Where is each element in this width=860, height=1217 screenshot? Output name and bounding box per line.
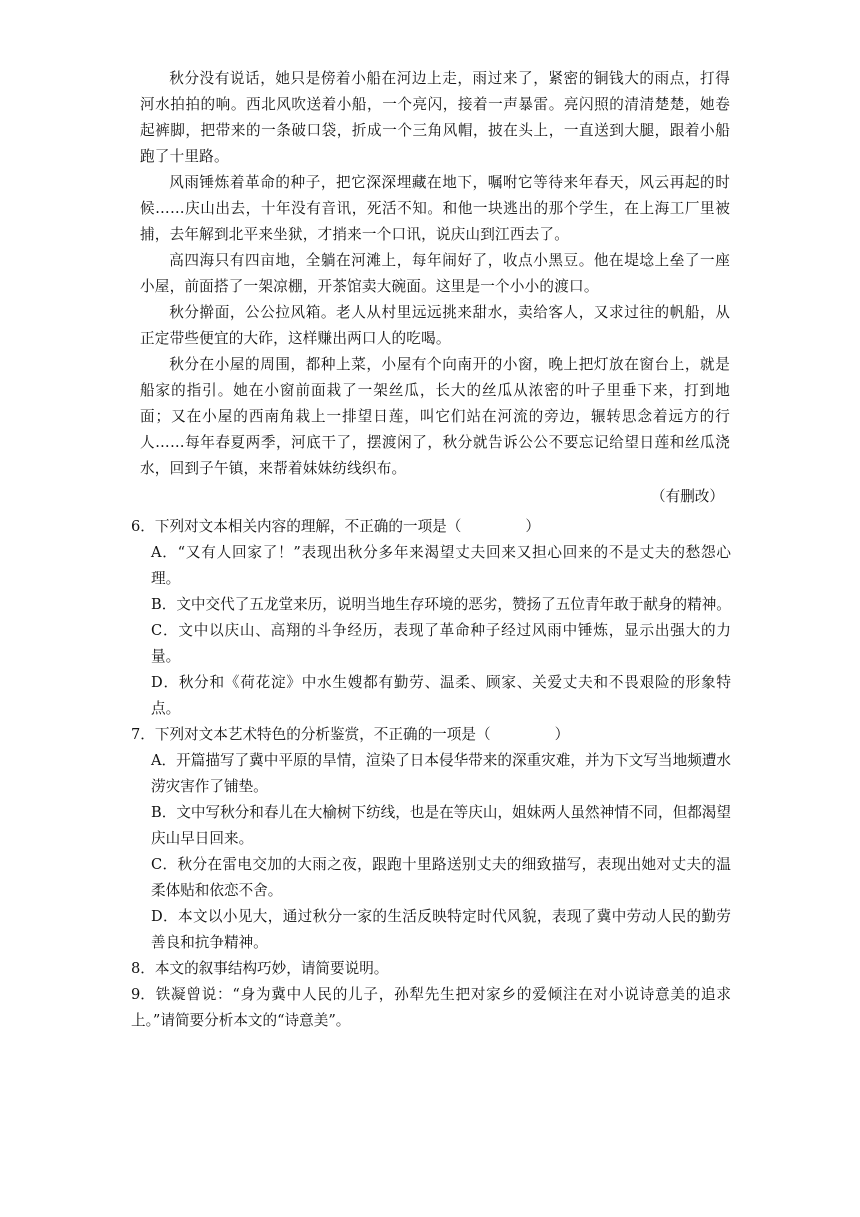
- question-number: 6．: [131, 518, 155, 535]
- passage-paragraph-5: 秋分在小屋的周围，都种上菜，小屋有个向南开的小窗，晚上把灯放在窗台上，就是船家的指引。她在小窗前面栽了一架丝瓜，长大的丝瓜从浓密的叶子里垂下来，打到地面；又在小屋的西南角栽上一排望日莲，叫它们站在河流的旁边，辗转思念着远方的行人……每年春夏两季，河底干了，摆渡闲了，秋分就告诉公公不要忘记给望日莲和丝瓜浇水，回到子午镇，来帮着妹妹纺线织布。: [140, 356, 730, 477]
- question-7-option-c: C．秋分在雷电交加的大雨之夜，跟跑十里路送别丈夫的细致描写，表现出她对丈夫的温柔体贴和依恋不舍。: [151, 856, 731, 899]
- question-list: [131, 514, 731, 1034]
- question-number: 8．: [131, 960, 155, 977]
- question-paren-close: ）: [525, 518, 540, 535]
- question-7-stem: [131, 722, 731, 748]
- question-number: 7．: [131, 726, 155, 743]
- question-6-stem: [131, 514, 731, 540]
- question-8-stem: [131, 956, 731, 982]
- passage-paragraph-1: 秋分没有说话，她只是傍着小船在河边上走，雨过来了，紧密的铜钱大的雨点，打得河水拍拍的响。西北风吹送着小船，一个亮闪，接着一声暴雷。亮闪照的清清楚楚，她卷起裤脚，把带来的一条破口袋，折成一个三角风帽，披在头上，一直送到大腿，跟着小船跑了十里路。: [140, 70, 730, 165]
- question-6-option-d: D．秋分和《荷花淀》中水生嫂都有勤劳、温柔、顾家、关爱丈夫和不畏艰险的形象特点。: [151, 674, 731, 717]
- question-9-stem: [131, 982, 731, 1034]
- question-paren-close: ）: [554, 726, 570, 743]
- question-7-option-a: A．开篇描写了冀中平原的旱情，渲染了日本侵华带来的深重灾难，并为下文写当地频遭水涝灾害作了铺垫。: [151, 752, 731, 795]
- question-text: 下列对文本相关内容的理解，不正确的一项是（: [154, 518, 462, 535]
- passage-paragraph-4: 秋分擀面，公公拉风箱。老人从村里远远挑来甜水，卖给客人，又求过往的帆船，从正定带些便宜的大砟，这样赚出两口人的吃喝。: [140, 304, 730, 347]
- passage-paragraph-2: 风雨锤炼着革命的种子，把它深深埋藏在地下，嘱咐它等待来年春天，风云再起的时候……庆山出去，十年没有音讯，死活不知。和他一块逃出的那个学生，在上海工厂里被捕，去年解到北平来坐狱，才捎来一个口讯，说庆山到江西去了。: [140, 174, 730, 243]
- question-text: 铁凝曾说：“身为冀中人民的儿子，孙犁先生把对家乡的爱倾注在对小说诗意美的追求上。”请简要分析本文的“诗意美”。: [131, 986, 731, 1029]
- question-6-option-a: A．“又有人回家了！”表现出秋分多年来渴望丈夫回来又担心回来的不是丈夫的愁怨心理。: [151, 544, 731, 587]
- question-7-option-b: B．文中写秋分和春儿在大榆树下纺线，也是在等庆山，姐妹两人虽然神情不同，但都渴望庆山早日回来。: [151, 804, 731, 847]
- question-number: 9．: [131, 986, 155, 1003]
- source-note: （有删改）: [651, 488, 724, 505]
- question-text: 下列对文本艺术特色的分析鉴赏，不正确的一项是（: [154, 726, 491, 743]
- question-6-option-b: B．文中交代了五龙堂来历，说明当地生存环境的恶劣，赞扬了五位青年敢于献身的精神。: [151, 596, 731, 613]
- question-text: 本文的叙事结构巧妙，请简要说明。: [154, 960, 389, 977]
- question-7-option-d: D．本文以小见大，通过秋分一家的生活反映特定时代风貌，表现了冀中劳动人民的勤劳善良和抗争精神。: [151, 908, 731, 951]
- question-6-option-c: C．文中以庆山、高翔的斗争经历，表现了革命种子经过风雨中锤炼，显示出强大的力量。: [151, 622, 731, 665]
- reading-passage: [140, 66, 730, 510]
- passage-paragraph-3: 高四海只有四亩地，全躺在河滩上，每年闹好了，收点小黑豆。他在堤埝上垒了一座小屋，前面搭了一架凉棚，开茶馆卖大碗面。这里是一个小小的渡口。: [140, 252, 730, 295]
